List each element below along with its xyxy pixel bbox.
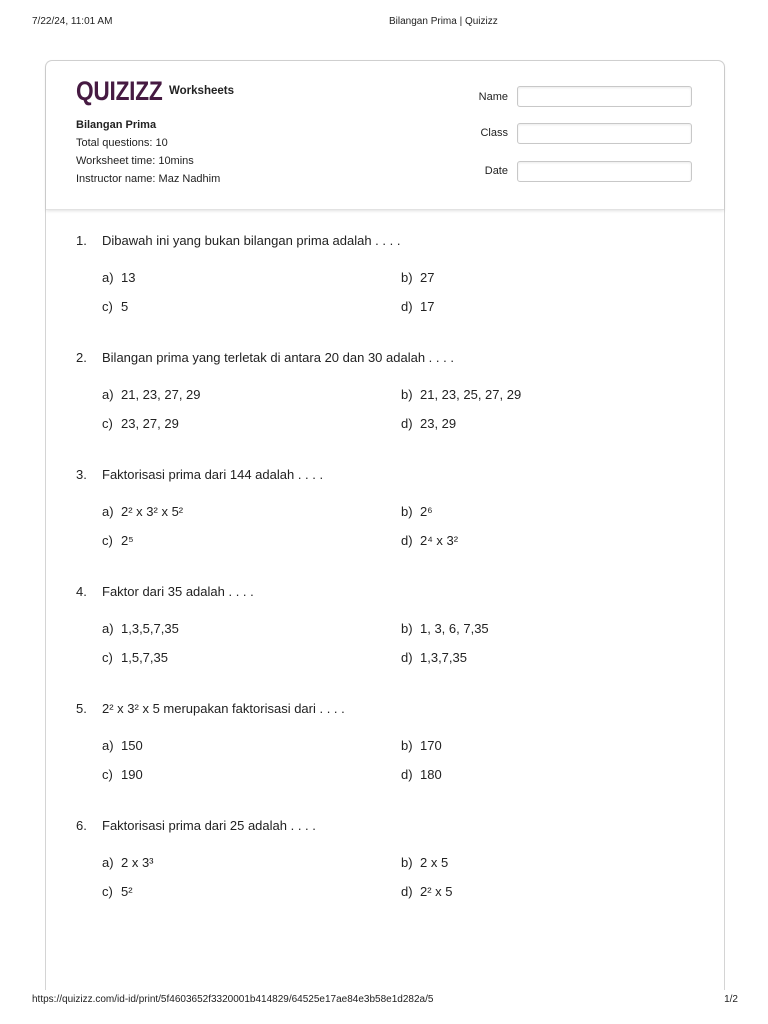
answer-option [102,649,168,667]
answer-option-value: 13 [121,270,136,285]
question-item [76,349,706,466]
question-text: Dibawah ini yang bukan bilangan prima adalah . . . . [102,233,401,248]
answer-option-value: 2⁴ x 3² [420,533,459,548]
answer-option [401,883,453,901]
answer-option-label: d) [401,533,413,548]
worksheet-title: Bilangan Prima [76,119,157,131]
answer-option-label: d) [401,884,413,899]
answer-option-label: c) [102,416,113,431]
question-number: 4. [76,584,87,599]
answer-option-label: c) [102,299,113,314]
answer-option-value: 21, 23, 27, 29 [121,387,201,402]
question-text: Bilangan prima yang terletak di antara 20 dan 30 adalah . . . . [102,350,454,365]
class-field[interactable] [517,123,692,144]
answer-option-label: d) [401,650,413,665]
answer-option [102,737,143,755]
answer-option-value: 1,3,7,35 [420,650,467,665]
question-text: 2² x 3² x 5 merupakan faktorisasi dari . . . . [102,701,345,716]
answer-option-value: 2² x 5 [420,884,453,899]
answer-option [401,415,456,433]
question-item [76,700,706,817]
question-item [76,466,706,583]
answer-option-value: 190 [121,767,143,782]
answer-option-label: b) [401,504,413,519]
answer-option [102,386,201,404]
question-number: 3. [76,467,87,482]
question-item [76,232,706,349]
answer-option-label: c) [102,650,113,665]
name-field[interactable] [517,86,692,107]
answer-option-value: 17 [420,299,435,314]
answer-option-label: b) [401,738,413,753]
answer-option [401,386,521,404]
total-questions: Total questions: 10 [76,137,168,149]
answer-option-value: 23, 29 [420,416,457,431]
answer-option-value: 21, 23, 25, 27, 29 [420,387,522,402]
question-list [76,232,706,934]
answer-option-value: 27 [420,270,435,285]
name-label: Name [478,91,508,103]
print-url: https://quizizz.com/id-id/print/5f4603652f3320001b414829/64525e17ae84e3b58e1d282a/5 [32,994,434,1005]
answer-option-label: d) [401,299,413,314]
question-number: 2. [76,350,87,365]
quizizz-logo: QUIZIZZ [76,76,163,106]
question-row [76,349,454,367]
question-row [76,466,323,484]
answer-option-label: c) [102,767,113,782]
answer-option-label: d) [401,416,413,431]
answer-option [401,532,458,550]
answer-option-value: 2⁵ [121,533,134,548]
answer-option [102,298,128,316]
question-number: 6. [76,818,87,833]
answer-option [401,737,442,755]
print-page-number: 1/2 [724,994,738,1005]
class-label: Class [480,127,508,139]
question-number: 1. [76,233,87,248]
answer-option-value: 180 [420,767,442,782]
answer-option [401,503,433,521]
answer-option-value: 5 [121,299,129,314]
answer-option [401,766,442,784]
date-label: Date [484,165,508,177]
question-number: 5. [76,701,87,716]
answer-option-value: 1,5,7,35 [121,650,168,665]
answer-option [102,766,143,784]
answer-option [401,298,434,316]
question-item [76,817,706,934]
question-row [76,583,254,601]
answer-option [102,532,134,550]
question-item [76,583,706,700]
answer-option-value: 23, 27, 29 [121,416,179,431]
answer-option-label: d) [401,767,413,782]
question-row [76,700,345,718]
answer-option-label: b) [401,387,413,402]
answer-option [401,854,448,872]
question-text: Faktor dari 35 adalah . . . . [102,584,254,599]
answer-option [401,269,434,287]
print-date-time: 7/22/24, 11:01 AM [32,16,113,27]
print-page-title: Bilangan Prima | Quizizz [389,16,498,27]
answer-option-label: c) [102,533,113,548]
worksheets-label: Worksheets [169,85,234,97]
answer-option-value: 150 [121,738,143,753]
answer-option-label: a) [102,855,114,870]
answer-option [102,620,179,638]
answer-option-label: a) [102,738,114,753]
answer-option-label: a) [102,387,114,402]
answer-option [102,883,133,901]
answer-option-value: 2⁶ [420,504,433,519]
question-text: Faktorisasi prima dari 144 adalah . . . . [102,467,324,482]
answer-option-label: a) [102,621,114,636]
instructor-name: Instructor name: Maz Nadhim [76,173,221,185]
answer-option-label: b) [401,855,413,870]
worksheet-info [76,116,220,188]
answer-option [102,415,179,433]
answer-option-label: b) [401,270,413,285]
question-text: Faktorisasi prima dari 25 adalah . . . . [102,818,316,833]
answer-option [102,503,183,521]
answer-option-label: a) [102,270,114,285]
answer-option-value: 2² x 3² x 5² [121,504,184,519]
answer-option-value: 170 [420,738,442,753]
answer-option-value: 5² [121,884,133,899]
worksheet-time: Worksheet time: 10mins [76,155,194,167]
question-row [76,817,316,835]
answer-option [401,620,489,638]
date-field[interactable] [517,161,692,182]
answer-option [401,649,467,667]
answer-option-value: 2 x 3³ [121,855,154,870]
answer-option-value: 2 x 5 [420,855,449,870]
answer-option-label: c) [102,884,113,899]
answer-option [102,269,135,287]
answer-option [102,854,154,872]
answer-option-value: 1,3,5,7,35 [121,621,179,636]
answer-option-label: b) [401,621,413,636]
question-row [76,232,400,250]
answer-option-value: 1, 3, 6, 7,35 [420,621,489,636]
answer-option-label: a) [102,504,114,519]
